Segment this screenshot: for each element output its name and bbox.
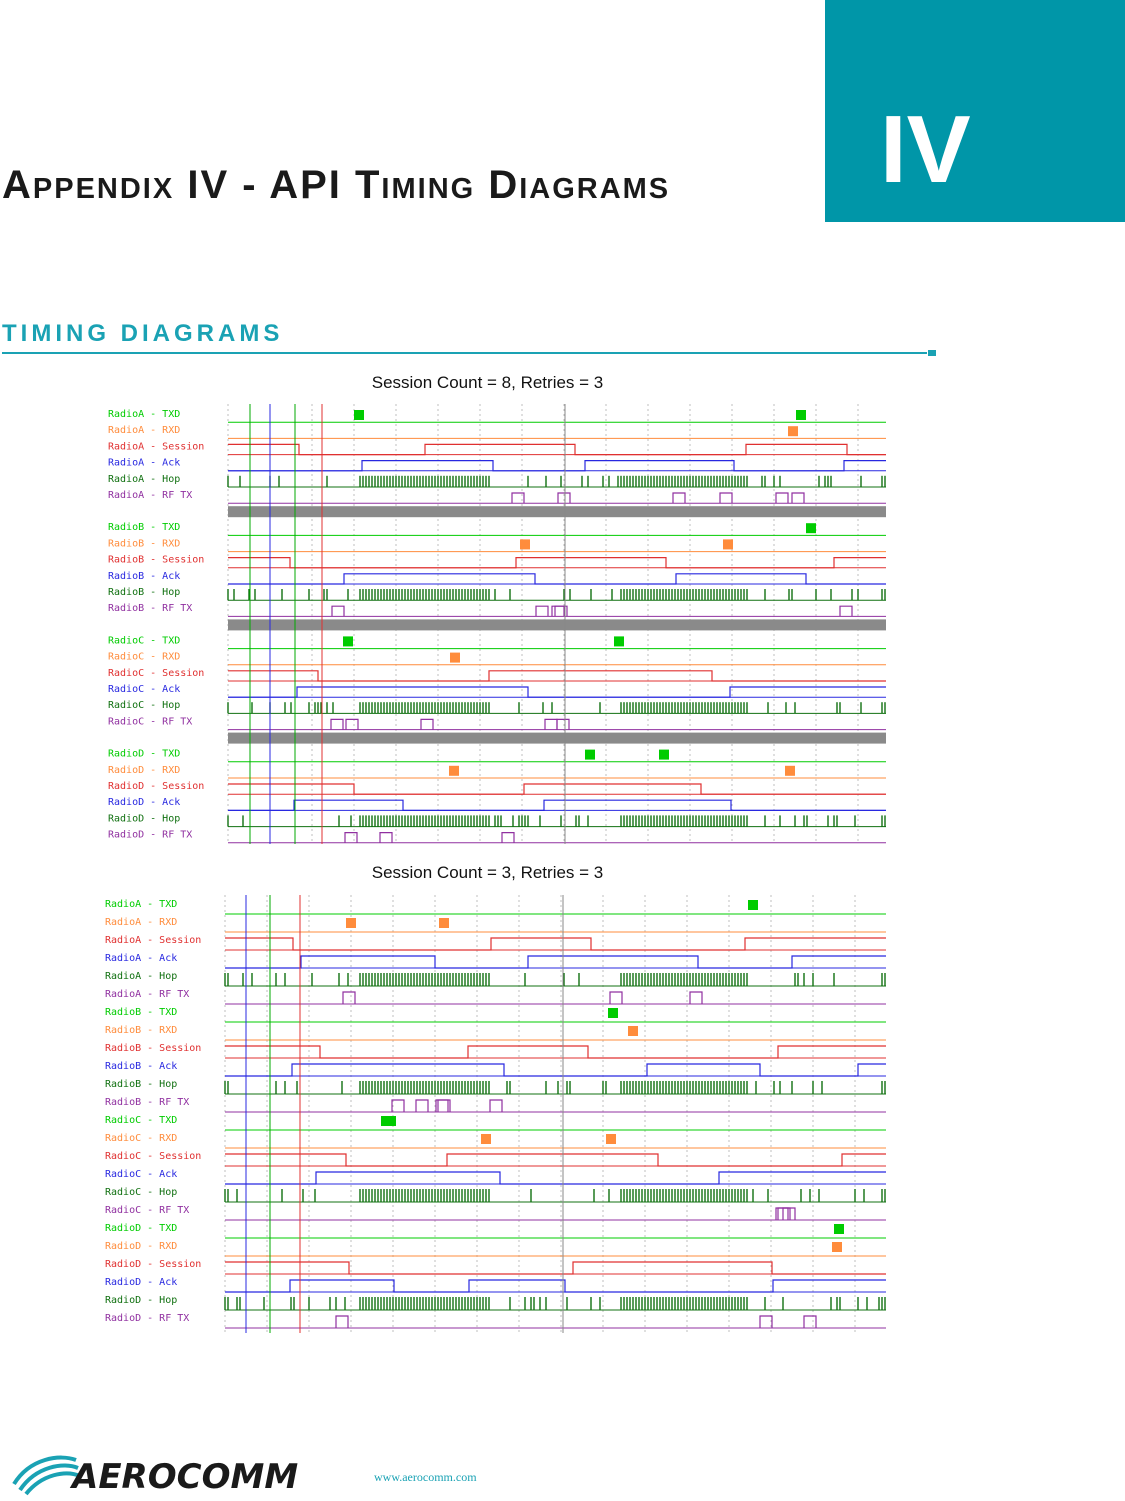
step-waveform <box>228 574 886 584</box>
data-pulse-marker <box>614 636 624 646</box>
signal-label-rxd: RadioC - RXD <box>105 1133 178 1144</box>
signal-label-rftx: RadioD - RF TX <box>108 829 193 841</box>
data-pulse-marker <box>832 1242 842 1252</box>
signal-label-ack: RadioC - Ack <box>108 684 181 695</box>
rf-tx-pulse <box>331 719 343 729</box>
signal-label-rftx: RadioD - RF TX <box>105 1313 190 1324</box>
hop-ticks <box>225 1081 885 1094</box>
signal-label-session: RadioC - Session <box>105 1151 202 1162</box>
data-pulse-marker <box>785 766 795 776</box>
section-title: TIMING DIAGRAMS <box>2 320 284 347</box>
signal-label-rftx: RadioB - RF TX <box>108 603 193 615</box>
aerocomm-logo <box>10 1450 365 1501</box>
timing-diagram-2 <box>100 895 890 1337</box>
signal-label-txd: RadioA - TXD <box>105 899 178 910</box>
appendix-tab <box>825 0 1125 222</box>
section-rule <box>2 352 927 354</box>
signal-label-txd: RadioD - TXD <box>108 748 181 760</box>
hop-ticks <box>228 702 885 713</box>
rf-tx-pulse <box>690 992 702 1004</box>
signal-label-txd: RadioA - TXD <box>108 409 181 420</box>
rf-tx-pulse <box>332 606 344 616</box>
rf-tx-pulse <box>421 719 433 729</box>
step-waveform <box>228 461 886 471</box>
data-pulse-marker <box>450 653 460 663</box>
rf-tx-pulse <box>804 1316 816 1328</box>
step-waveform <box>225 1172 886 1184</box>
signal-label-session: RadioA - Session <box>105 935 202 946</box>
data-pulse-marker <box>439 918 449 928</box>
rf-tx-pulse <box>720 493 732 503</box>
data-pulse-marker <box>585 750 595 760</box>
radio-group-separator <box>228 733 886 744</box>
rf-tx-pulse <box>610 992 622 1004</box>
step-waveform <box>228 687 886 697</box>
radio-group-separator <box>228 506 886 517</box>
data-pulse-marker <box>748 900 758 910</box>
signal-label-ack: RadioB - Ack <box>108 570 181 582</box>
hop-ticks <box>228 589 885 600</box>
step-waveform <box>225 1280 886 1292</box>
signal-label-session: RadioB - Session <box>108 554 205 566</box>
grid <box>225 895 855 1333</box>
rf-tx-pulse <box>380 833 392 843</box>
signal-label-session: RadioB - Session <box>105 1043 202 1054</box>
signal-label-rftx: RadioC - RF TX <box>108 716 193 728</box>
signal-label-rxd: RadioB - RXD <box>105 1025 178 1036</box>
data-pulse-marker <box>834 1224 844 1234</box>
data-pulse-marker <box>343 636 353 646</box>
signal-label-ack: RadioB - Ack <box>105 1061 178 1072</box>
hop-ticks <box>228 476 885 487</box>
step-waveform <box>228 558 886 568</box>
hop-ticks <box>225 973 885 986</box>
timing-diagram-1 <box>100 404 890 848</box>
data-pulse-marker <box>628 1026 638 1036</box>
signal-label-session: RadioA - Session <box>108 441 205 453</box>
rf-tx-pulse <box>545 719 557 729</box>
hop-ticks <box>225 1189 885 1202</box>
signal-label-ack: RadioD - Ack <box>105 1277 178 1288</box>
step-waveform <box>225 938 886 950</box>
data-pulse-marker <box>346 918 356 928</box>
logo-text: AEROCOMM <box>72 1457 299 1496</box>
step-waveform <box>225 1262 886 1274</box>
rf-tx-pulse <box>776 493 788 503</box>
rf-tx-pulse <box>490 1100 502 1112</box>
website-link[interactable]: www.aerocomm.com <box>374 1470 477 1484</box>
signal-label-hop: RadioA - Hop <box>105 971 178 982</box>
data-pulse-marker <box>723 539 733 549</box>
rf-tx-pulse <box>792 493 804 503</box>
rf-tx-pulse <box>557 719 569 729</box>
signal-label-hop: RadioB - Hop <box>108 587 181 598</box>
data-pulse-marker <box>606 1134 616 1144</box>
signal-label-txd: RadioD - TXD <box>105 1223 178 1234</box>
step-waveform <box>225 1046 886 1058</box>
signal-label-txd: RadioC - TXD <box>108 635 181 647</box>
signal-label-txd: RadioB - TXD <box>108 522 181 534</box>
step-waveform <box>228 444 886 454</box>
step-waveform <box>225 1064 886 1076</box>
diagram-1-caption: Session Count = 8, Retries = 3 <box>371 373 604 392</box>
signal-label-rxd: RadioD - RXD <box>108 764 181 776</box>
signal-label-txd: RadioC - TXD <box>105 1115 178 1126</box>
signal-label-ack: RadioC - Ack <box>105 1169 178 1180</box>
page-title: APPENDIX IV - API TIMING DIAGRAMS <box>2 163 671 207</box>
data-pulse-marker <box>520 539 530 549</box>
data-pulse-marker <box>449 766 459 776</box>
rf-tx-pulse <box>536 606 548 616</box>
signal-label-rxd: RadioC - RXD <box>108 651 181 663</box>
data-pulse-marker <box>481 1134 491 1144</box>
rf-tx-pulse <box>346 719 358 729</box>
step-waveform <box>228 671 886 681</box>
signal-label-session: RadioD - Session <box>105 1259 202 1270</box>
rf-tx-pulse <box>416 1100 428 1112</box>
signal-label-hop: RadioD - Hop <box>108 813 181 825</box>
signal-label-rftx: RadioA - RF TX <box>105 989 190 1000</box>
rf-tx-pulse <box>760 1316 772 1328</box>
signal-label-rxd: RadioA - RXD <box>108 425 181 437</box>
signal-label-rftx: RadioA - RF TX <box>108 490 193 501</box>
hop-ticks <box>225 1297 885 1310</box>
signal-label-hop: RadioB - Hop <box>105 1079 178 1090</box>
data-pulse-marker <box>796 410 806 420</box>
rf-tx-pulse <box>392 1100 404 1112</box>
rf-tx-pulse <box>840 606 852 616</box>
data-pulse-marker <box>806 523 816 533</box>
data-pulse-marker <box>659 750 669 760</box>
rf-tx-pulse <box>673 493 685 503</box>
step-waveform <box>225 1154 886 1166</box>
rf-tx-pulse <box>552 606 564 616</box>
rf-tx-pulse <box>343 992 355 1004</box>
signal-label-session: RadioC - Session <box>108 667 205 679</box>
signal-label-rftx: RadioC - RF TX <box>105 1205 190 1216</box>
signal-label-ack: RadioA - Ack <box>108 457 181 469</box>
hop-ticks <box>228 815 885 826</box>
rf-tx-pulse <box>502 833 514 843</box>
data-pulse-marker <box>608 1008 618 1018</box>
appendix-tab-label: IV <box>880 96 971 203</box>
signal-label-rxd: RadioB - RXD <box>108 538 181 550</box>
step-waveform <box>225 956 886 968</box>
rf-tx-pulse <box>336 1316 348 1328</box>
step-waveform <box>228 784 886 794</box>
data-pulse-marker <box>354 410 364 420</box>
signal-label-ack: RadioA - Ack <box>105 953 178 964</box>
data-pulse-marker <box>788 426 798 436</box>
step-waveform <box>228 800 886 810</box>
signal-label-rxd: RadioD - RXD <box>105 1241 178 1252</box>
section-rule-end <box>928 350 936 356</box>
signal-label-hop: RadioD - Hop <box>105 1295 178 1306</box>
data-pulse-marker <box>386 1116 396 1126</box>
signal-label-hop: RadioA - Hop <box>108 473 181 485</box>
signal-label-hop: RadioC - Hop <box>108 700 181 712</box>
signal-label-session: RadioD - Session <box>108 781 205 792</box>
signal-label-rftx: RadioB - RF TX <box>105 1097 190 1108</box>
signal-label-txd: RadioB - TXD <box>105 1007 178 1018</box>
signal-label-ack: RadioD - Ack <box>108 797 181 809</box>
signal-label-rxd: RadioA - RXD <box>105 917 178 928</box>
signal-label-hop: RadioC - Hop <box>105 1187 178 1198</box>
rf-tx-pulse <box>783 1208 795 1220</box>
rf-tx-pulse <box>345 833 357 843</box>
radio-group-separator <box>228 619 886 630</box>
diagram-2-caption: Session Count = 3, Retries = 3 <box>371 863 604 882</box>
